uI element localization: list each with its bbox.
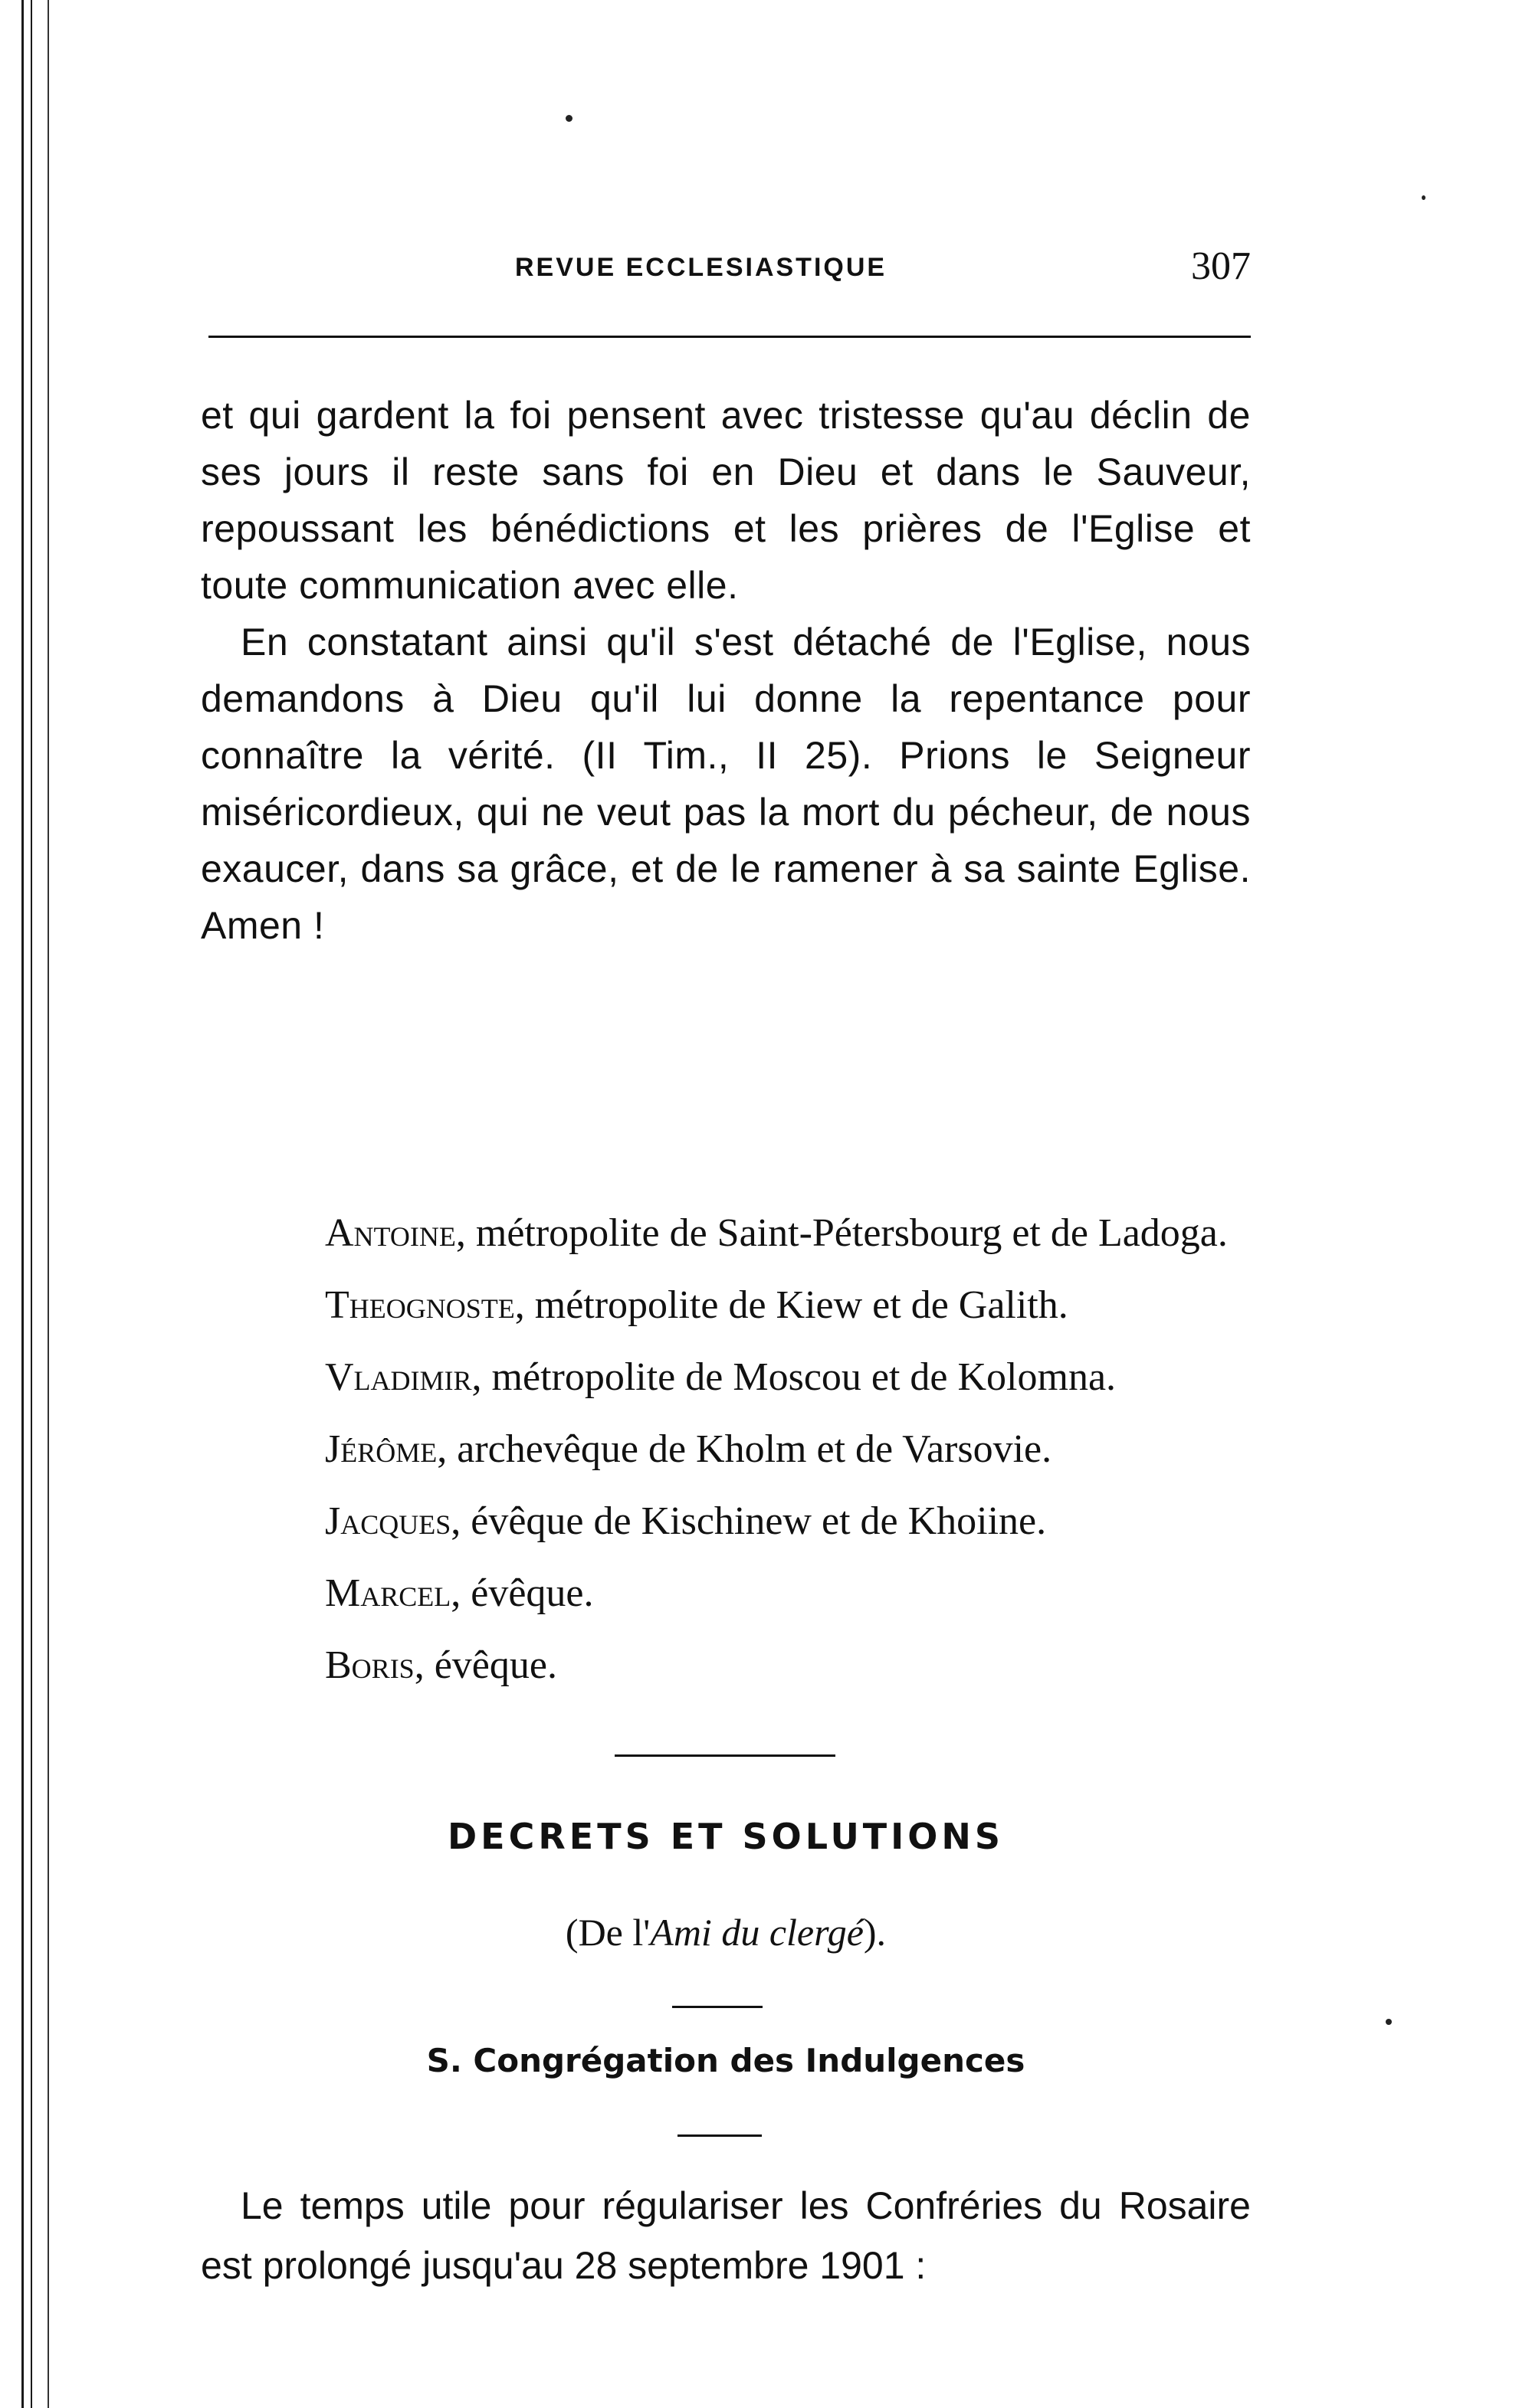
signatory-title: , archevêque de Kholm et de Varsovie. (437, 1427, 1052, 1471)
signature (325, 1419, 1251, 1480)
signature (325, 1491, 1251, 1552)
running-head (201, 230, 1251, 291)
source-attribution (201, 1910, 1251, 1954)
signatory-name: Boris (325, 1643, 415, 1687)
header-rule (208, 336, 1251, 338)
signatory-name: Theognoste (325, 1283, 515, 1327)
binding-edge-line (21, 0, 24, 2408)
signature (325, 1635, 1251, 1696)
short-divider (677, 2134, 762, 2137)
book-page (201, 230, 1251, 2287)
signatory-title: , évêque de Kischinew et de Khoiine. (451, 1499, 1047, 1543)
signatory-title: , métropolite de Moscou et de Kolomna. (471, 1355, 1117, 1399)
signatory-name: Jérôme (325, 1427, 438, 1471)
binding-edge-line (48, 0, 49, 2408)
signature (325, 1275, 1251, 1336)
signatory-name: Antoine (325, 1211, 456, 1255)
body-text (201, 387, 1251, 954)
signatory-name: Vladimir (325, 1355, 472, 1399)
subsection-title: S. Congrégation des Indulgences (426, 2042, 1025, 2079)
signatory-name: Jacques (325, 1499, 451, 1543)
closing-text (201, 2176, 1251, 2295)
scan-speck (566, 115, 572, 122)
signatory-title: , évêque. (414, 1643, 557, 1687)
signatory-name: Marcel (325, 1571, 451, 1615)
section-divider (615, 1754, 835, 1757)
signatory-title: , métropolite de Saint-Pétersbourg et de Ladoga. (455, 1211, 1228, 1255)
signatory-title: , évêque. (451, 1571, 594, 1615)
binding-edge-line (31, 0, 32, 2408)
scan-speck (1386, 2019, 1392, 2025)
signature (325, 1203, 1251, 1264)
paragraph: En constatant ainsi qu'il s'est détaché de l'Eglise, nous demandons à Dieu qu'il lui donne la repentance pour connaître la vérité. (II Tim., II 25). Prions le Seigneur miséricordieux, qui ne veut pas la mort du pécheur, de nous exaucer, dans sa grâce, et de le ramener à sa sainte Eglise. Amen ! (201, 621, 1251, 947)
scan-speck (1422, 195, 1425, 200)
paragraph: Le temps utile pour régulariser les Confréries du Rosaire est prolongé jusqu'au 28 septembre 1901 : (201, 2184, 1251, 2287)
signatory-title: , métropolite de Kiew et de Galith. (514, 1283, 1068, 1327)
source-prefix: (De l' (565, 1911, 651, 1954)
source-publication: Ami du clergé (650, 1911, 864, 1954)
running-title: REVUE ECCLESIASTIQUE (515, 253, 887, 282)
signature (325, 1347, 1251, 1408)
signature (325, 1563, 1251, 1624)
section-title: DECRETS ET SOLUTIONS (447, 1816, 1005, 1857)
paragraph: et qui gardent la foi pensent avec tristesse qu'au déclin de ses jours il reste sans foi en Dieu et dans le Sauveur, repoussant les bénédictions et les prières de l'Eglise et toute communication avec elle. (201, 394, 1251, 607)
source-suffix: ). (863, 1911, 887, 1954)
short-divider (672, 2006, 763, 2008)
page-number: 307 (1191, 244, 1251, 288)
signature-list (325, 1203, 1251, 1707)
